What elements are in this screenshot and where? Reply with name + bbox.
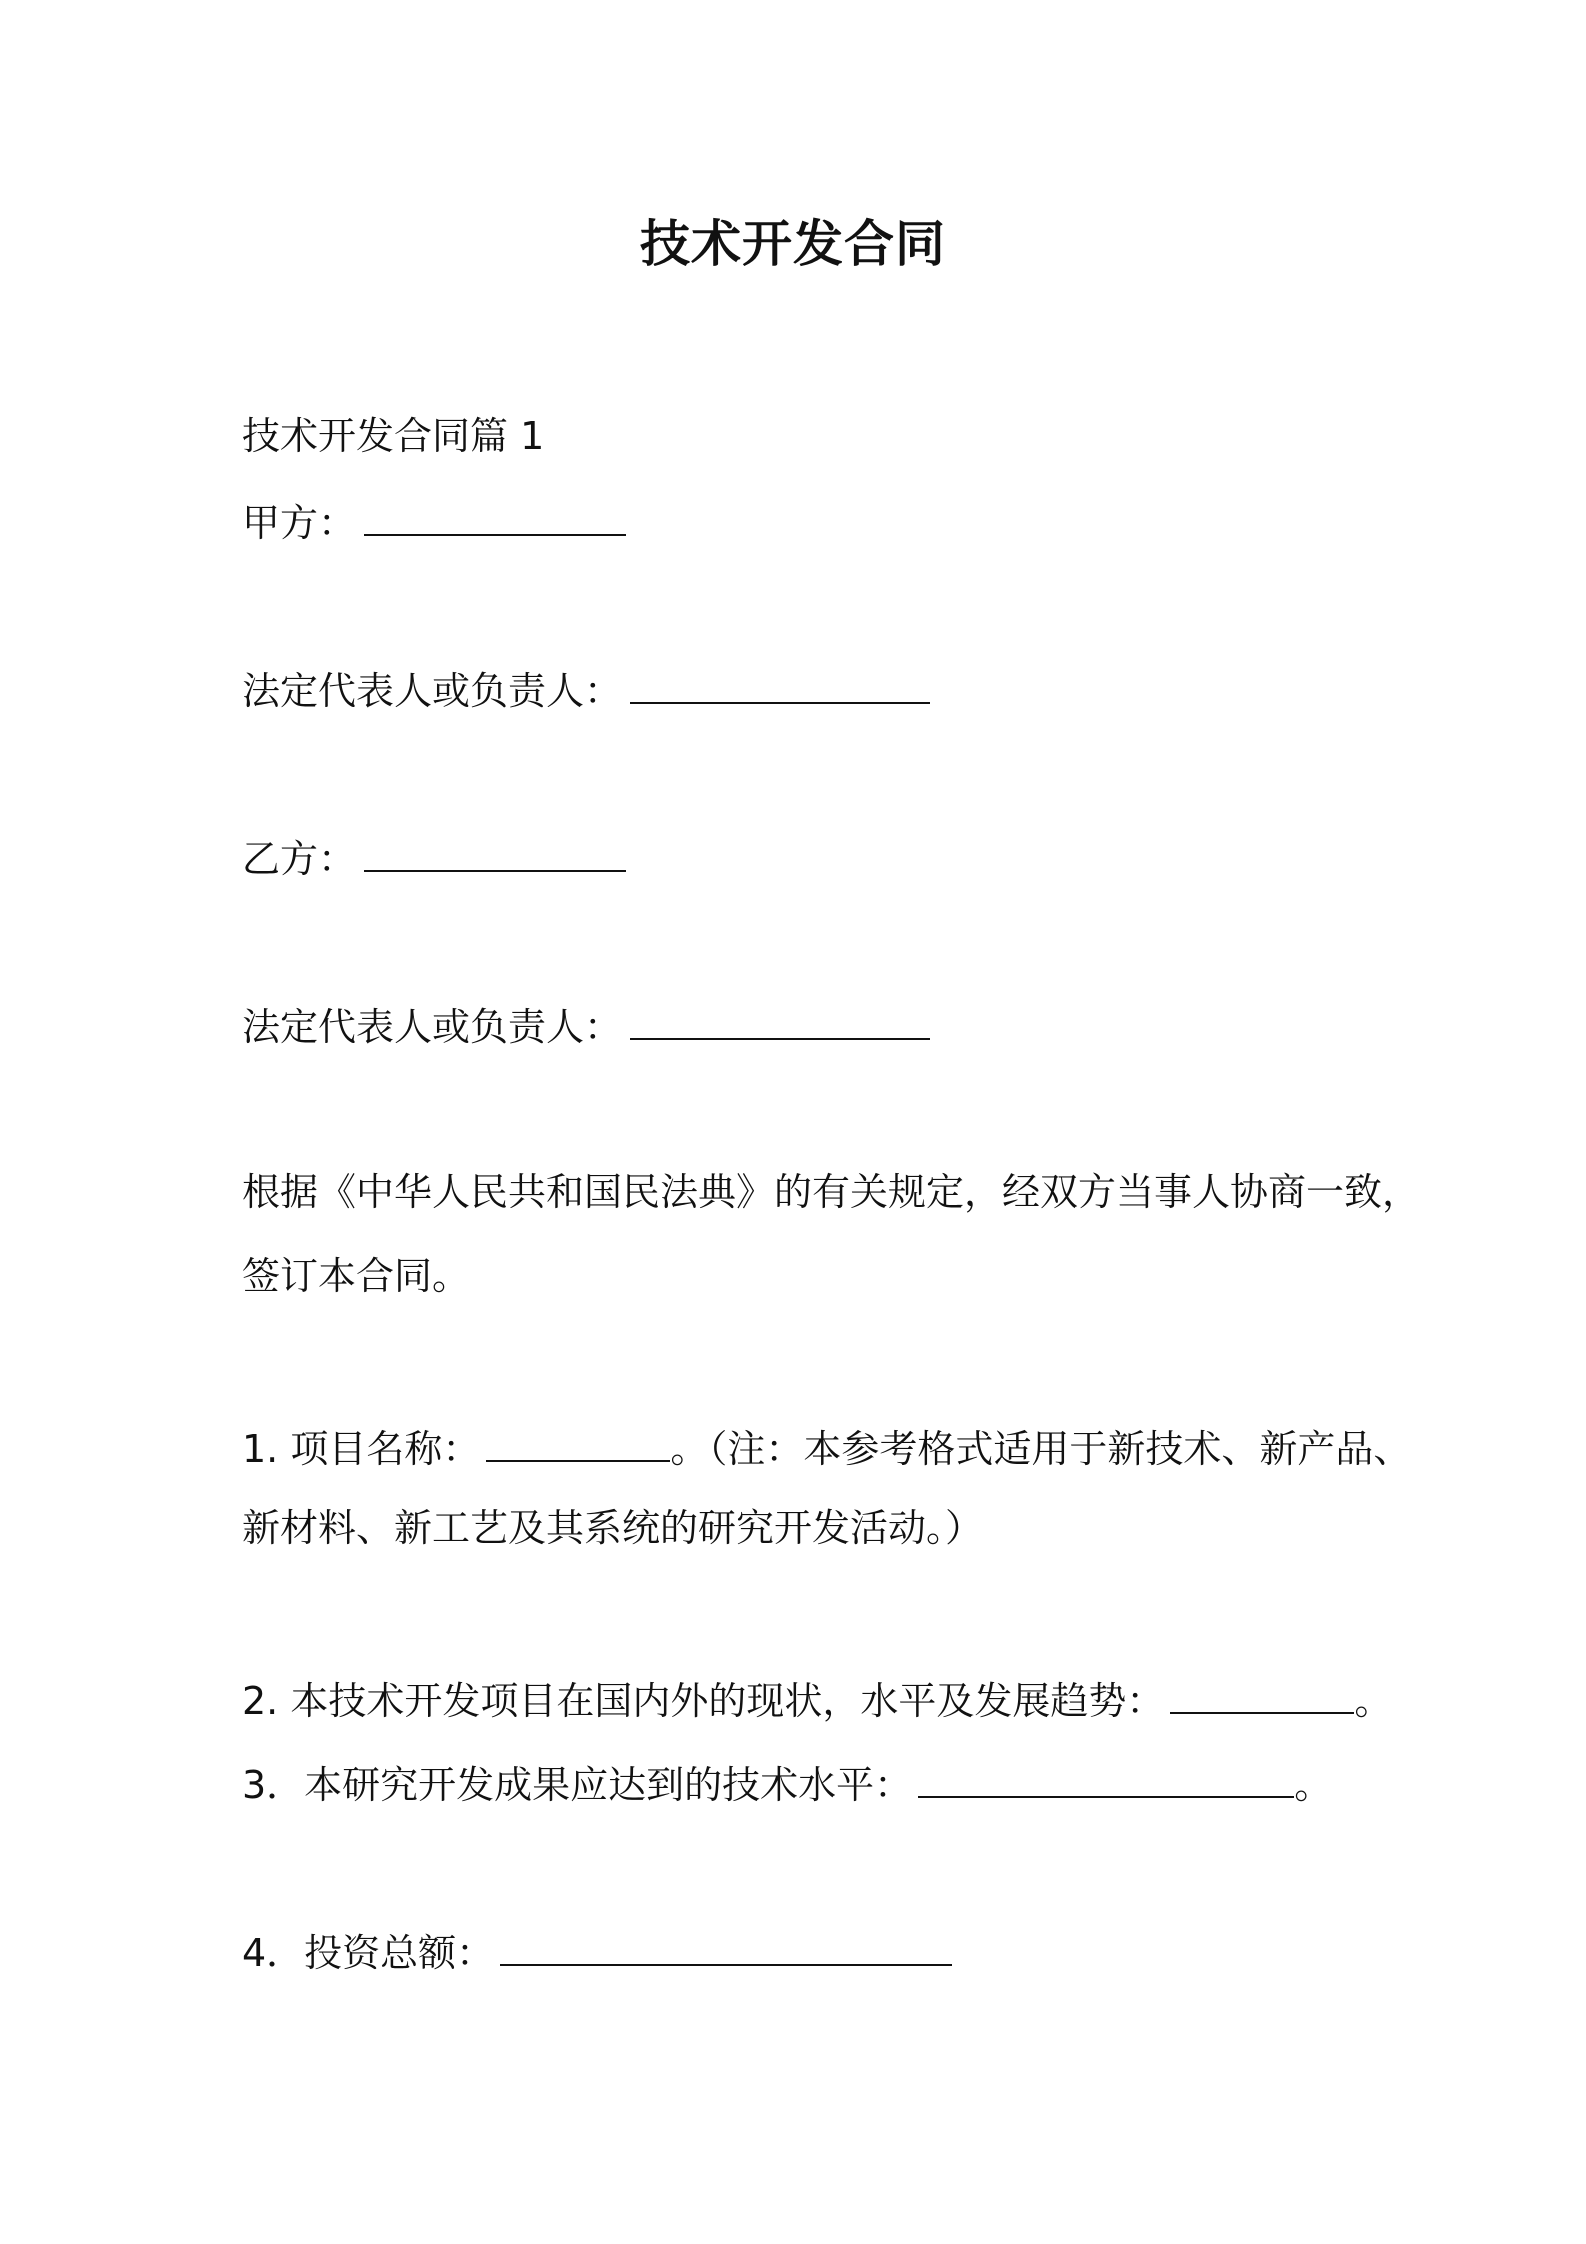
item-1-line: [242, 1420, 1411, 1475]
party-a-blank: [364, 494, 626, 536]
party-b-blank: [364, 830, 626, 872]
item-1-line-2: 新材料、新工艺及其系统的研究开发活动。）: [242, 1506, 984, 1550]
item-2-label: 2. 本技术开发项目在国内外的现状，水平及发展趋势：: [242, 1679, 1165, 1723]
party-a-rep-blank: [630, 662, 930, 704]
party-b-rep-line: [242, 998, 930, 1053]
item-3-suffix: 。: [1294, 1763, 1333, 1807]
item-1-label: 1. 项目名称：: [242, 1427, 481, 1471]
party-b-line: [242, 830, 626, 885]
party-a-line: [242, 494, 626, 549]
party-a-label: 甲方：: [242, 501, 357, 545]
item-4-line: [242, 1924, 952, 1979]
item-2-blank: [1170, 1672, 1354, 1714]
item-1-suffix: 。（注：本参考格式适用于新技术、新产品、: [670, 1427, 1412, 1471]
document-title: 技术开发合同: [640, 215, 946, 273]
party-a-rep-line: [242, 662, 930, 717]
item-4-blank: [500, 1924, 952, 1966]
intro-line-1: 根据《中华人民共和国民法典》的有关规定，经双方当事人协商一致，: [242, 1170, 1421, 1214]
party-b-rep-blank: [630, 998, 930, 1040]
intro-line-2: 签订本合同。: [242, 1254, 471, 1298]
item-1-blank: [486, 1420, 670, 1462]
item-3-label: 3．本研究开发成果应达到的技术水平：: [242, 1763, 913, 1807]
item-2-line: [242, 1672, 1392, 1727]
item-2-suffix: 。: [1354, 1679, 1393, 1723]
party-a-rep-label: 法定代表人或负责人：: [242, 669, 623, 713]
item-3-blank: [918, 1756, 1294, 1798]
item-3-line: [242, 1756, 1332, 1811]
party-b-label: 乙方：: [242, 837, 357, 881]
section-heading: 技术开发合同篇 1: [242, 414, 545, 458]
item-4-label: 4．投资总额：: [242, 1931, 495, 1975]
party-b-rep-label: 法定代表人或负责人：: [242, 1005, 623, 1049]
